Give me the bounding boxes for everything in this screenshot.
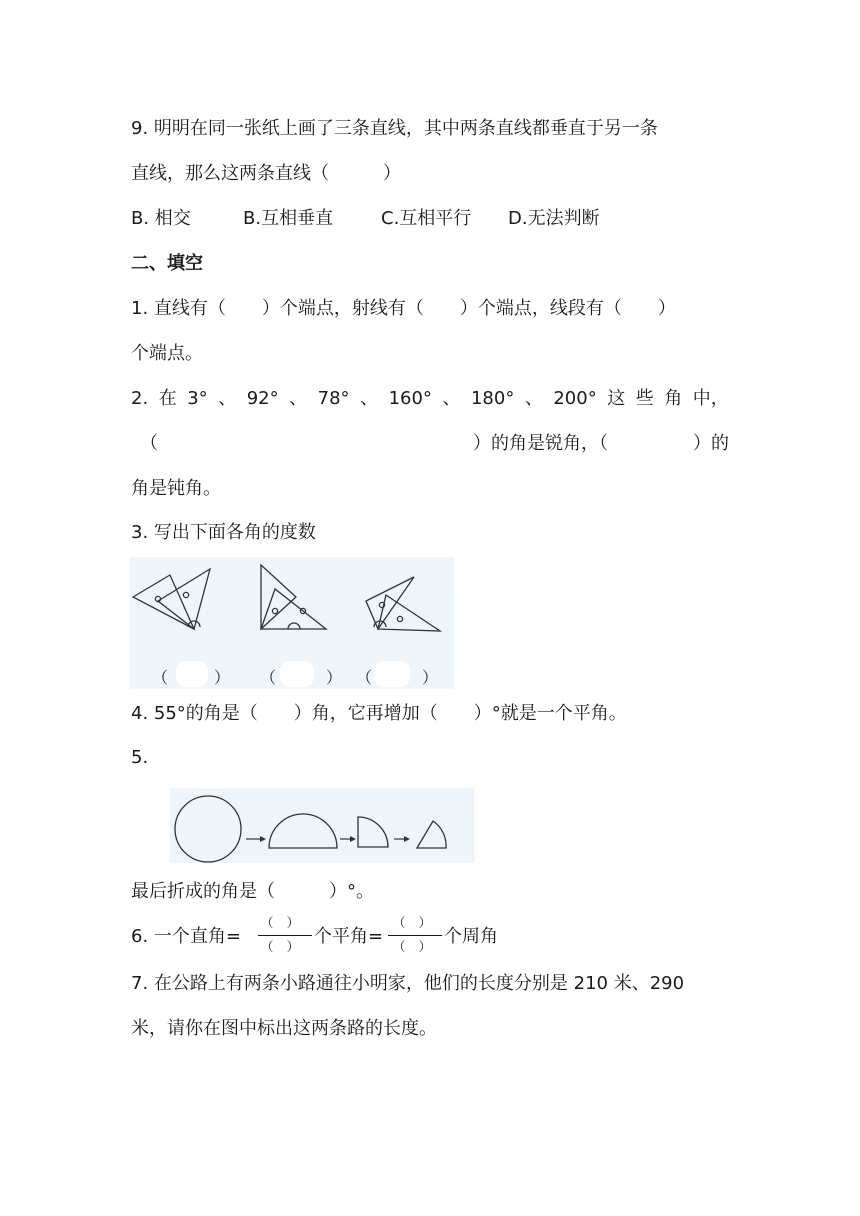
item2-angle-78: 78°	[317, 388, 350, 409]
item2-sep: 、	[442, 388, 461, 409]
item2-word: 这	[607, 388, 626, 409]
answer-bracket: ）	[326, 668, 343, 687]
item6-mid: 个平角=	[314, 926, 384, 947]
item5-line1: 5.	[131, 747, 149, 768]
item2-line1	[131, 387, 729, 411]
item2-angle-92: 92°	[246, 388, 279, 409]
answer-bracket: （	[152, 668, 169, 687]
item2-sep: 、	[524, 388, 543, 409]
item6-prefix: 6. 一个直角=	[131, 926, 241, 947]
item7-line2: 米，请你在图中标出这两条路的长度。	[131, 1018, 437, 1039]
item1-line1: 1. 直线有（ ）个端点，射线有（ ）个端点，线段有（ ）	[131, 298, 676, 319]
answer-blank	[374, 661, 410, 687]
fraction-numerator: （ ）	[392, 916, 432, 931]
item1-line2: 个端点。	[131, 343, 203, 364]
item2-acute-text: ）的角是锐角，（	[473, 433, 608, 454]
section-heading: 二、填空	[131, 253, 203, 274]
q9-line1: 9. 明明在同一张纸上画了三条直线，其中两条直线都垂直于另一条	[131, 118, 658, 139]
fraction-denominator: （ ）	[392, 940, 432, 955]
item2-angle-3: 3°	[187, 388, 208, 409]
item4-line1: 4. 55°的角是（ ）角，它再增加（ ）°就是一个平角。	[131, 703, 627, 724]
item6-suffix: 个周角	[444, 926, 498, 947]
answer-blank	[280, 661, 314, 687]
item2-angle-160: 160°	[388, 388, 432, 409]
item2-word: 角	[664, 388, 683, 409]
fraction-numerator: （ ）	[260, 916, 300, 931]
item2-sep: 、	[289, 388, 308, 409]
answer-blank	[176, 661, 208, 687]
item2-sep: 、	[218, 388, 237, 409]
q9-option-a: B. 相交	[131, 208, 191, 229]
answer-bracket: ）	[214, 668, 231, 687]
item2-obtuse-text: ）的	[693, 433, 729, 454]
item2-word: 些	[635, 388, 654, 409]
q9-option-c: C.互相平行	[381, 208, 472, 229]
fraction-denominator: （ ）	[260, 940, 300, 955]
triangles-figure	[130, 557, 454, 689]
item2-line3: 角是钝角。	[131, 478, 221, 499]
item2-word: 在	[158, 388, 177, 409]
item2-bracket-open: （	[140, 433, 158, 454]
item5-line2: 最后折成的角是（ ）°。	[131, 881, 374, 902]
fraction-bar	[258, 935, 312, 936]
item2-word: 中，	[692, 388, 729, 409]
answer-bracket: ）	[422, 668, 439, 687]
figure-background	[170, 788, 475, 863]
item2-angle-180: 180°	[470, 388, 515, 409]
folding-figure	[170, 788, 475, 863]
q9-option-b: B.互相垂直	[243, 208, 334, 229]
item2-number: 2.	[131, 388, 149, 409]
q9-line2: 直线，那么这两条直线（ ）	[131, 163, 401, 184]
item2-sep: 、	[360, 388, 379, 409]
item7-line1: 7. 在公路上有两条小路通往小明家，他们的长度分别是 210 米、290	[131, 973, 685, 994]
q9-option-d: D.无法判断	[508, 208, 600, 229]
item2-angle-200: 200°	[553, 388, 597, 409]
fraction-bar	[388, 935, 442, 936]
item3-line1: 3. 写出下面各角的度数	[131, 522, 316, 543]
answer-bracket: （	[260, 668, 277, 687]
answer-bracket: （	[356, 668, 373, 687]
